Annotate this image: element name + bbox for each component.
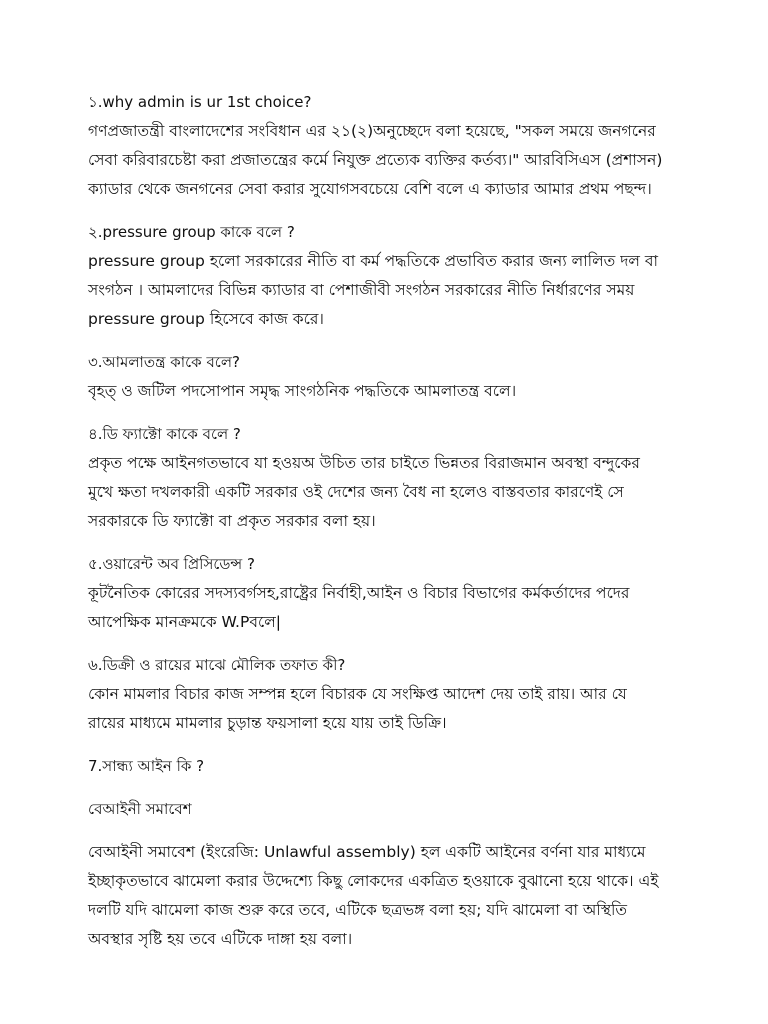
answer-4-line-1: প্রকৃত পক্ষে আইনগতভাবে যা হওয়অ উচিত তার চাইতে ভিন্নতর বিরাজমান অবস্থা বন্দুকের: [88, 454, 640, 472]
question-6: ৬.ডিক্রী ও রায়ের মাঝে মৌলিক তফাত কী?: [88, 656, 346, 674]
question-4: ৪.ডি ফ্যাক্টো কাকে বলে ?: [88, 425, 241, 443]
question-3: ৩.আমলাতন্ত্র কাকে বলে?: [88, 353, 240, 371]
answer-1-line-1: গণপ্রজাতন্ত্রী বাংলাদেশের সংবিধান এর ২১(২)অনুচ্ছেদে বলা হয়েছে, "সকল সময়ে জনগনের: [88, 122, 656, 140]
paragraph-block: [88, 838, 688, 954]
question-5: ৫.ওয়ারেন্ট অব প্রিসিডেন্স ?: [88, 555, 255, 573]
qa-block-3: [88, 348, 688, 406]
section-heading: বেআইনী সমাবেশ: [88, 800, 192, 818]
qa-block-5: [88, 550, 688, 637]
question-7: 7.সান্ধ্য আইন কি ?: [88, 757, 205, 775]
heading-block: [88, 795, 688, 824]
document-page: [88, 88, 688, 968]
answer-2-line-1: pressure group হলো সরকারের নীতি বা কর্ম পদ্ধতিকে প্রভাবিত করার জন্য লালিত দল বা: [88, 252, 658, 270]
answer-4-line-2: মুখে ক্ষতা দখলকারী একটি সরকার ওই দেশের জন্য বৈধ না হলেও বাস্তবতার কারণেই সে: [88, 483, 624, 501]
answer-1-line-2: সেবা করিবারচেষ্টা করা প্রজাতন্ত্রের কর্মে নিযুক্ত প্রত্যেক ব্যক্তির কর্তব্য।" আরবিসিএস (প্রশাসন): [88, 151, 663, 169]
answer-6-line-1: কোন মামলার বিচার কাজ সম্পন্ন হলে বিচারক যে সংক্ষিপ্ত আদেশ দেয় তাই রায়। আর যে: [88, 685, 627, 703]
answer-6-line-2: রায়ের মাধ্যমে মামলার চুড়ান্ত ফয়সালা হয়ে যায় তাই ডিক্রি।: [88, 714, 447, 732]
paragraph-line-4: অবস্থার সৃষ্টি হয় তবে এটিকে দাঙ্গা হয় বলা।: [88, 930, 353, 948]
question-2: ২.pressure group কাকে বলে ?: [88, 223, 295, 241]
answer-3-line-1: বৃহত্‍ ও জটিল পদসোপান সমৃদ্ধ সাংগঠনিক পদ্ধতিকে আমলাতন্ত্র বলে।: [88, 382, 517, 400]
answer-1-line-3: ক্যাডার থেকে জনগনের সেবা করার সুযোগসবচেয়ে বেশি বলে এ ক্যাডার আমার প্রথম পছন্দ।: [88, 180, 652, 198]
answer-4-line-3: সরকারকে ডি ফ্যাক্টো বা প্রকৃত সরকার বলা হয়।: [88, 512, 376, 530]
qa-block-7: [88, 752, 688, 781]
question-1: ১.why admin is ur 1st choice?: [88, 93, 312, 111]
answer-2-line-3: pressure group হিসেবে কাজ করে।: [88, 310, 324, 328]
qa-block-6: [88, 651, 688, 738]
qa-block-2: [88, 218, 688, 334]
answer-5-line-1: কূটনৈতিক কোরের সদস্যবর্গসহ,রাষ্ট্রের নির্বাহী,আইন ও বিচার বিভাগের কর্মকর্তাদের পদের: [88, 584, 630, 602]
paragraph-line-1: বেআইনী সমাবেশ (ইংরেজি: Unlawful assembly) হল একটি আইনের বর্ণনা যার মাধ্যমে: [88, 843, 646, 861]
answer-5-line-2: আপেক্ষিক মানক্রমকে W.Pবলে|: [88, 613, 281, 631]
qa-block-1: [88, 88, 688, 204]
answer-2-line-2: সংগঠন । আমলাদের বিভিন্ন ক্যাডার বা পেশাজীবী সংগঠন সরকারের নীতি নির্ধারণের সময়: [88, 281, 635, 299]
paragraph-line-2: ইচ্ছাকৃতভাবে ঝামেলা করার উদ্দেশ্যে কিছু লোকদের একত্রিত হওয়াকে বুঝানো হয়ে থাকে। এই: [88, 872, 659, 890]
paragraph-line-3: দলটি যদি ঝামেলা কাজ শুরু করে তবে, এটিকে ছত্রভঙ্গ বলা হয়; যদি ঝামেলা বা অস্থিতি: [88, 901, 628, 919]
qa-block-4: [88, 420, 688, 536]
